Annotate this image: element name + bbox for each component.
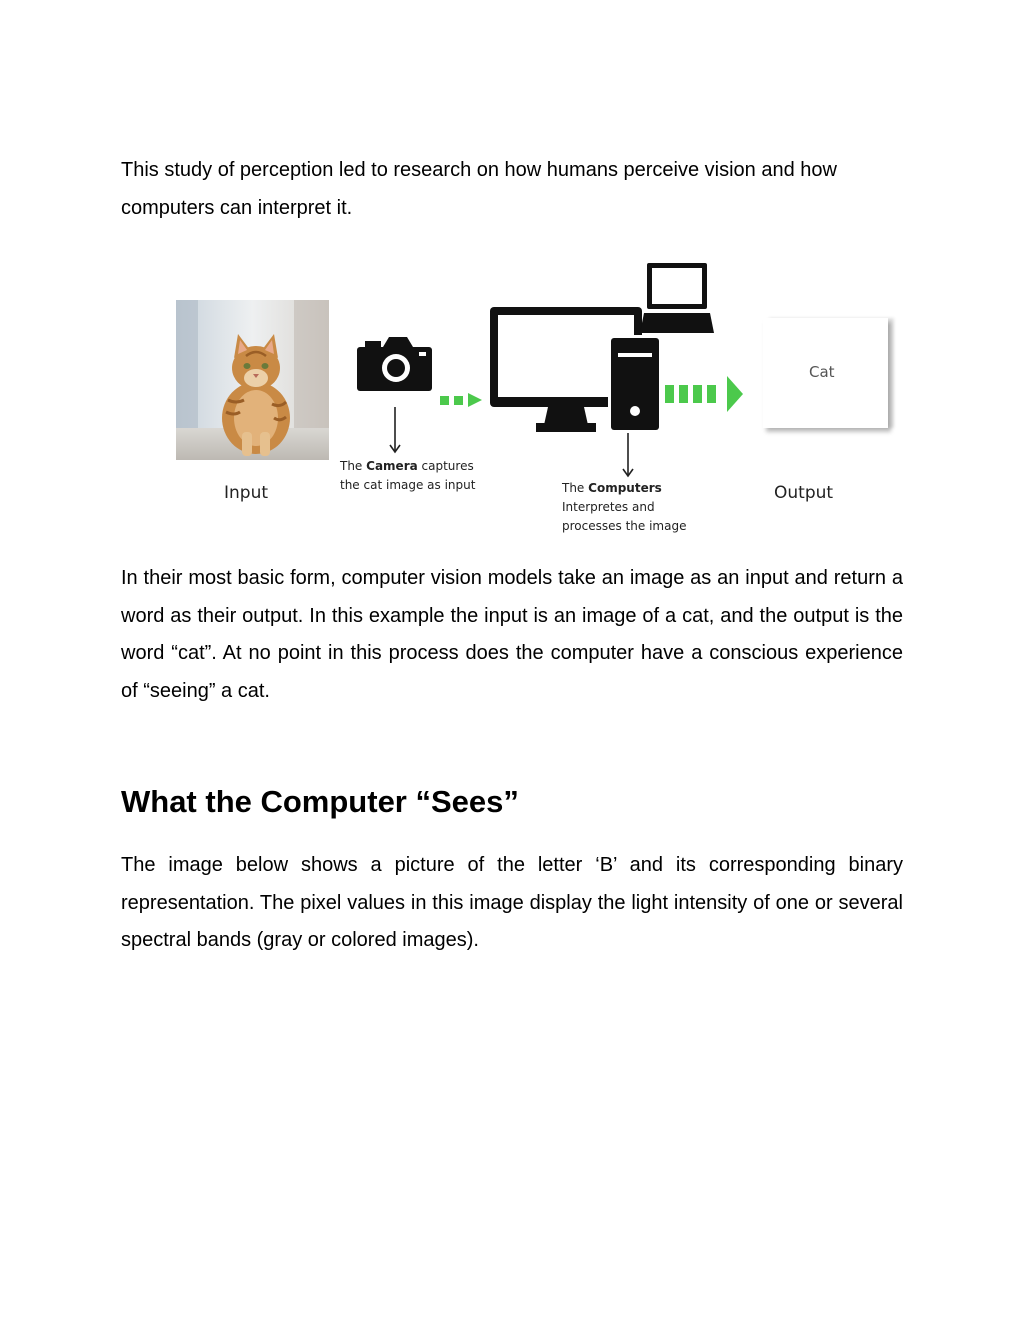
camera-caption-prefix: The bbox=[340, 459, 367, 473]
binary-paragraph: The image below shows a picture of the letter ‘B’ and its corresponding binary representation. The pixel values in this image display the light intensity of one or several spectral bands (gray or colored images). bbox=[121, 854, 903, 951]
laptop-icon bbox=[640, 263, 714, 333]
input-label: Input bbox=[224, 483, 269, 503]
arrow-down-icon bbox=[622, 433, 634, 479]
camera-caption-line2: the cat image as input bbox=[340, 478, 476, 492]
output-card bbox=[763, 318, 888, 428]
computer-caption bbox=[562, 479, 686, 536]
basic-form-paragraph: In their most basic form, computer vision models take an image as an input and return a word as their output. In this example the input is an image of a cat, and the output is the word “cat”. At no point in this process does the computer have a conscious experience of “seeing” a cat. bbox=[121, 567, 903, 702]
section-heading: What the Computer “Sees” bbox=[121, 784, 519, 819]
camera-caption-suffix: captures bbox=[417, 459, 474, 473]
intro-paragraph: This study of perception led to research on how humans perceive vision and how computers can interpret it. bbox=[121, 159, 837, 219]
dashed-arrow-icon bbox=[665, 376, 745, 412]
computer-caption-bold: Computers bbox=[588, 481, 662, 495]
output-word: Cat bbox=[809, 363, 835, 381]
tower-icon bbox=[608, 335, 662, 433]
computer-vision-figure bbox=[160, 255, 910, 545]
computer-caption-prefix: The bbox=[562, 481, 589, 495]
camera-icon bbox=[357, 337, 432, 391]
camera-caption-bold: Camera bbox=[366, 459, 418, 473]
camera-caption bbox=[340, 457, 475, 495]
dashed-arrow-icon bbox=[440, 393, 488, 407]
cat-photo bbox=[176, 300, 329, 460]
arrow-down-icon bbox=[389, 407, 401, 455]
computer-caption-line2: Interpretes and bbox=[562, 500, 655, 514]
output-label: Output bbox=[774, 483, 834, 503]
computer-caption-line3: processes the image bbox=[562, 519, 687, 533]
